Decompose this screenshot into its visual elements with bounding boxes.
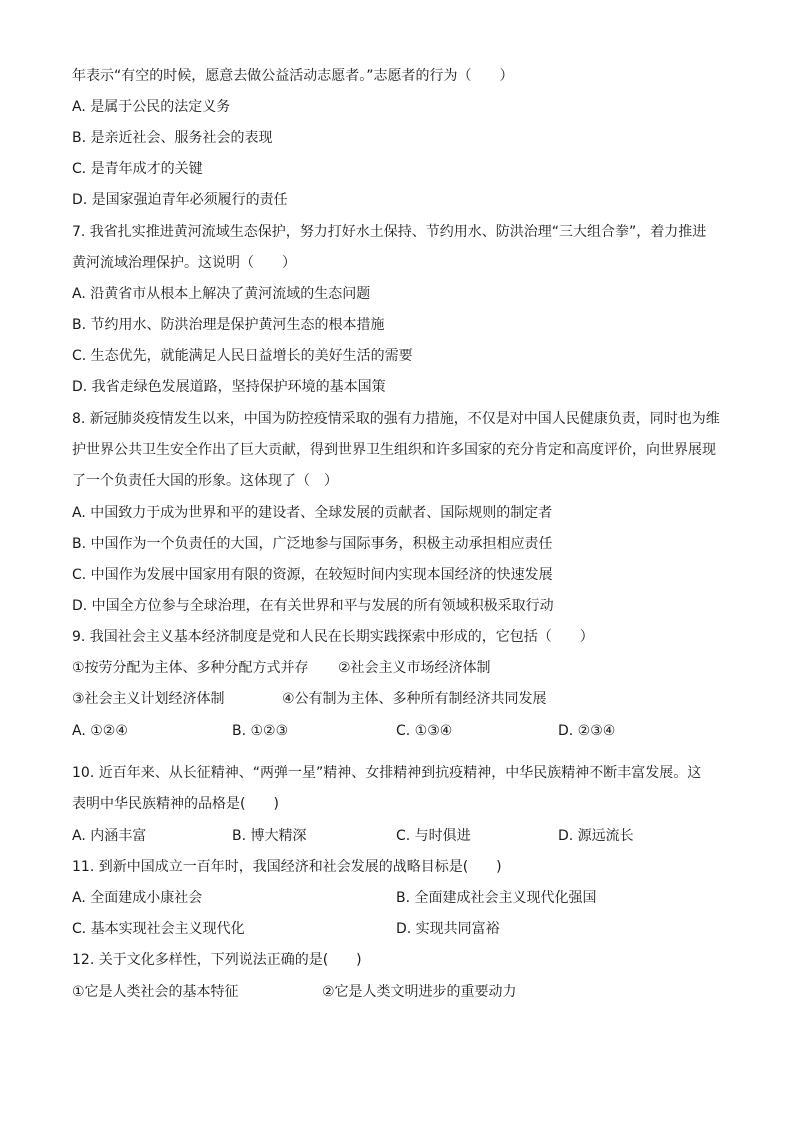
q9-item-1: ①按劳分配为主体、多种分配方式并存 xyxy=(72,660,309,676)
q11-option-b: B. 全面建成社会主义现代化强国 xyxy=(396,890,597,906)
q9-option-c: C. ①③④ xyxy=(396,723,453,739)
q9-stem: 9. 我国社会主义基本经济制度是党和人民在长期实践探索中形成的，它包括（ ） xyxy=(72,629,594,645)
q8-option-a: A. 中国致力于成为世界和平的建设者、全球发展的贡献者、国际规则的制定者 xyxy=(72,505,553,521)
q9-option-a: A. ①②④ xyxy=(72,723,128,739)
q10-option-b: B. 博大精深 xyxy=(232,828,307,844)
q7-stem-line-1: 7. 我省扎实推进黄河流域生态保护，努力打好水土保持、节约用水、防洪治理“三大组合拳”，着力推进 xyxy=(72,224,707,240)
q10-option-a: A. 内涵丰富 xyxy=(72,828,147,844)
q11-stem: 11. 到新中国成立一百年时，我国经济和社会发展的战略目标是( ) xyxy=(72,859,502,875)
q11-option-a: A. 全面建成小康社会 xyxy=(72,890,203,906)
q7-option-d: D. 我省走绿色发展道路，坚持保护环境的基本国策 xyxy=(72,379,386,395)
q6-stem: 年表示“有空的时候，愿意去做公益活动志愿者。”志愿者的行为（ ） xyxy=(72,68,514,84)
q10-option-c: C. 与时俱进 xyxy=(396,828,471,844)
q8-option-b: B. 中国作为一个负责任的大国，广泛地参与国际事务，积极主动承担相应责任 xyxy=(72,536,553,552)
q8-option-d: D. 中国全方位参与全球治理，在有关世界和平与发展的所有领域积极采取行动 xyxy=(72,598,554,614)
q9-item-2: ②社会主义市场经济体制 xyxy=(338,660,491,676)
q6-option-b: B. 是亲近社会、服务社会的表现 xyxy=(72,130,273,146)
q8-option-c: C. 中国作为发展中国家用有限的资源，在较短时间内实现本国经济的快速发展 xyxy=(72,567,553,583)
q9-item-4: ④公有制为主体、多种所有制经济共同发展 xyxy=(282,691,547,707)
q7-stem-line-2: 黄河流域治理保护。这说明（ ） xyxy=(72,255,296,271)
q7-option-c: C. 生态优先，就能满足人民日益增长的美好生活的需要 xyxy=(72,348,413,364)
q11-option-c: C. 基本实现社会主义现代化 xyxy=(72,921,245,937)
q6-option-c: C. 是青年成才的关键 xyxy=(72,161,203,177)
q7-option-b: B. 节约用水、防洪治理是保护黄河生态的根本措施 xyxy=(72,317,385,333)
q8-stem-line-2: 护世界公共卫生安全作出了巨大贡献，得到世界卫生组织和许多国家的充分肯定和高度评价，向世界展现 xyxy=(72,442,716,458)
q8-stem-line-3: 了一个负责任大国的形象。这体现了（ ） xyxy=(72,473,338,489)
q10-stem-line-1: 10. 近百年来、从长征精神、“两弹一星”精神、女排精神到抗疫精神，中华民族精神不断丰富发展。这 xyxy=(72,765,702,781)
q9-item-3: ③社会主义计划经济体制 xyxy=(72,691,225,707)
q10-option-d: D. 源远流长 xyxy=(558,828,634,844)
q9-option-b: B. ①②③ xyxy=(232,723,289,739)
q6-option-d: D. 是国家强迫青年必须履行的责任 xyxy=(72,192,288,208)
q10-stem-line-2: 表明中华民族精神的品格是( ) xyxy=(72,796,279,812)
q12-item-2: ②它是人类文明进步的重要动力 xyxy=(322,984,517,1000)
q8-stem-line-1: 8. 新冠肺炎疫情发生以来，中国为防控疫情采取的强有力措施，不仅是对中国人民健康负责，同时也为维 xyxy=(72,411,720,427)
q12-stem: 12. 关于文化多样性，下列说法正确的是( ) xyxy=(72,952,362,968)
q9-option-d: D. ②③④ xyxy=(558,723,616,739)
q12-item-1: ①它是人类社会的基本特征 xyxy=(72,984,239,1000)
q7-option-a: A. 沿黄省市从根本上解决了黄河流域的生态问题 xyxy=(72,286,371,302)
q6-option-a: A. 是属于公民的法定义务 xyxy=(72,99,231,115)
q11-option-d: D. 实现共同富裕 xyxy=(396,921,500,937)
